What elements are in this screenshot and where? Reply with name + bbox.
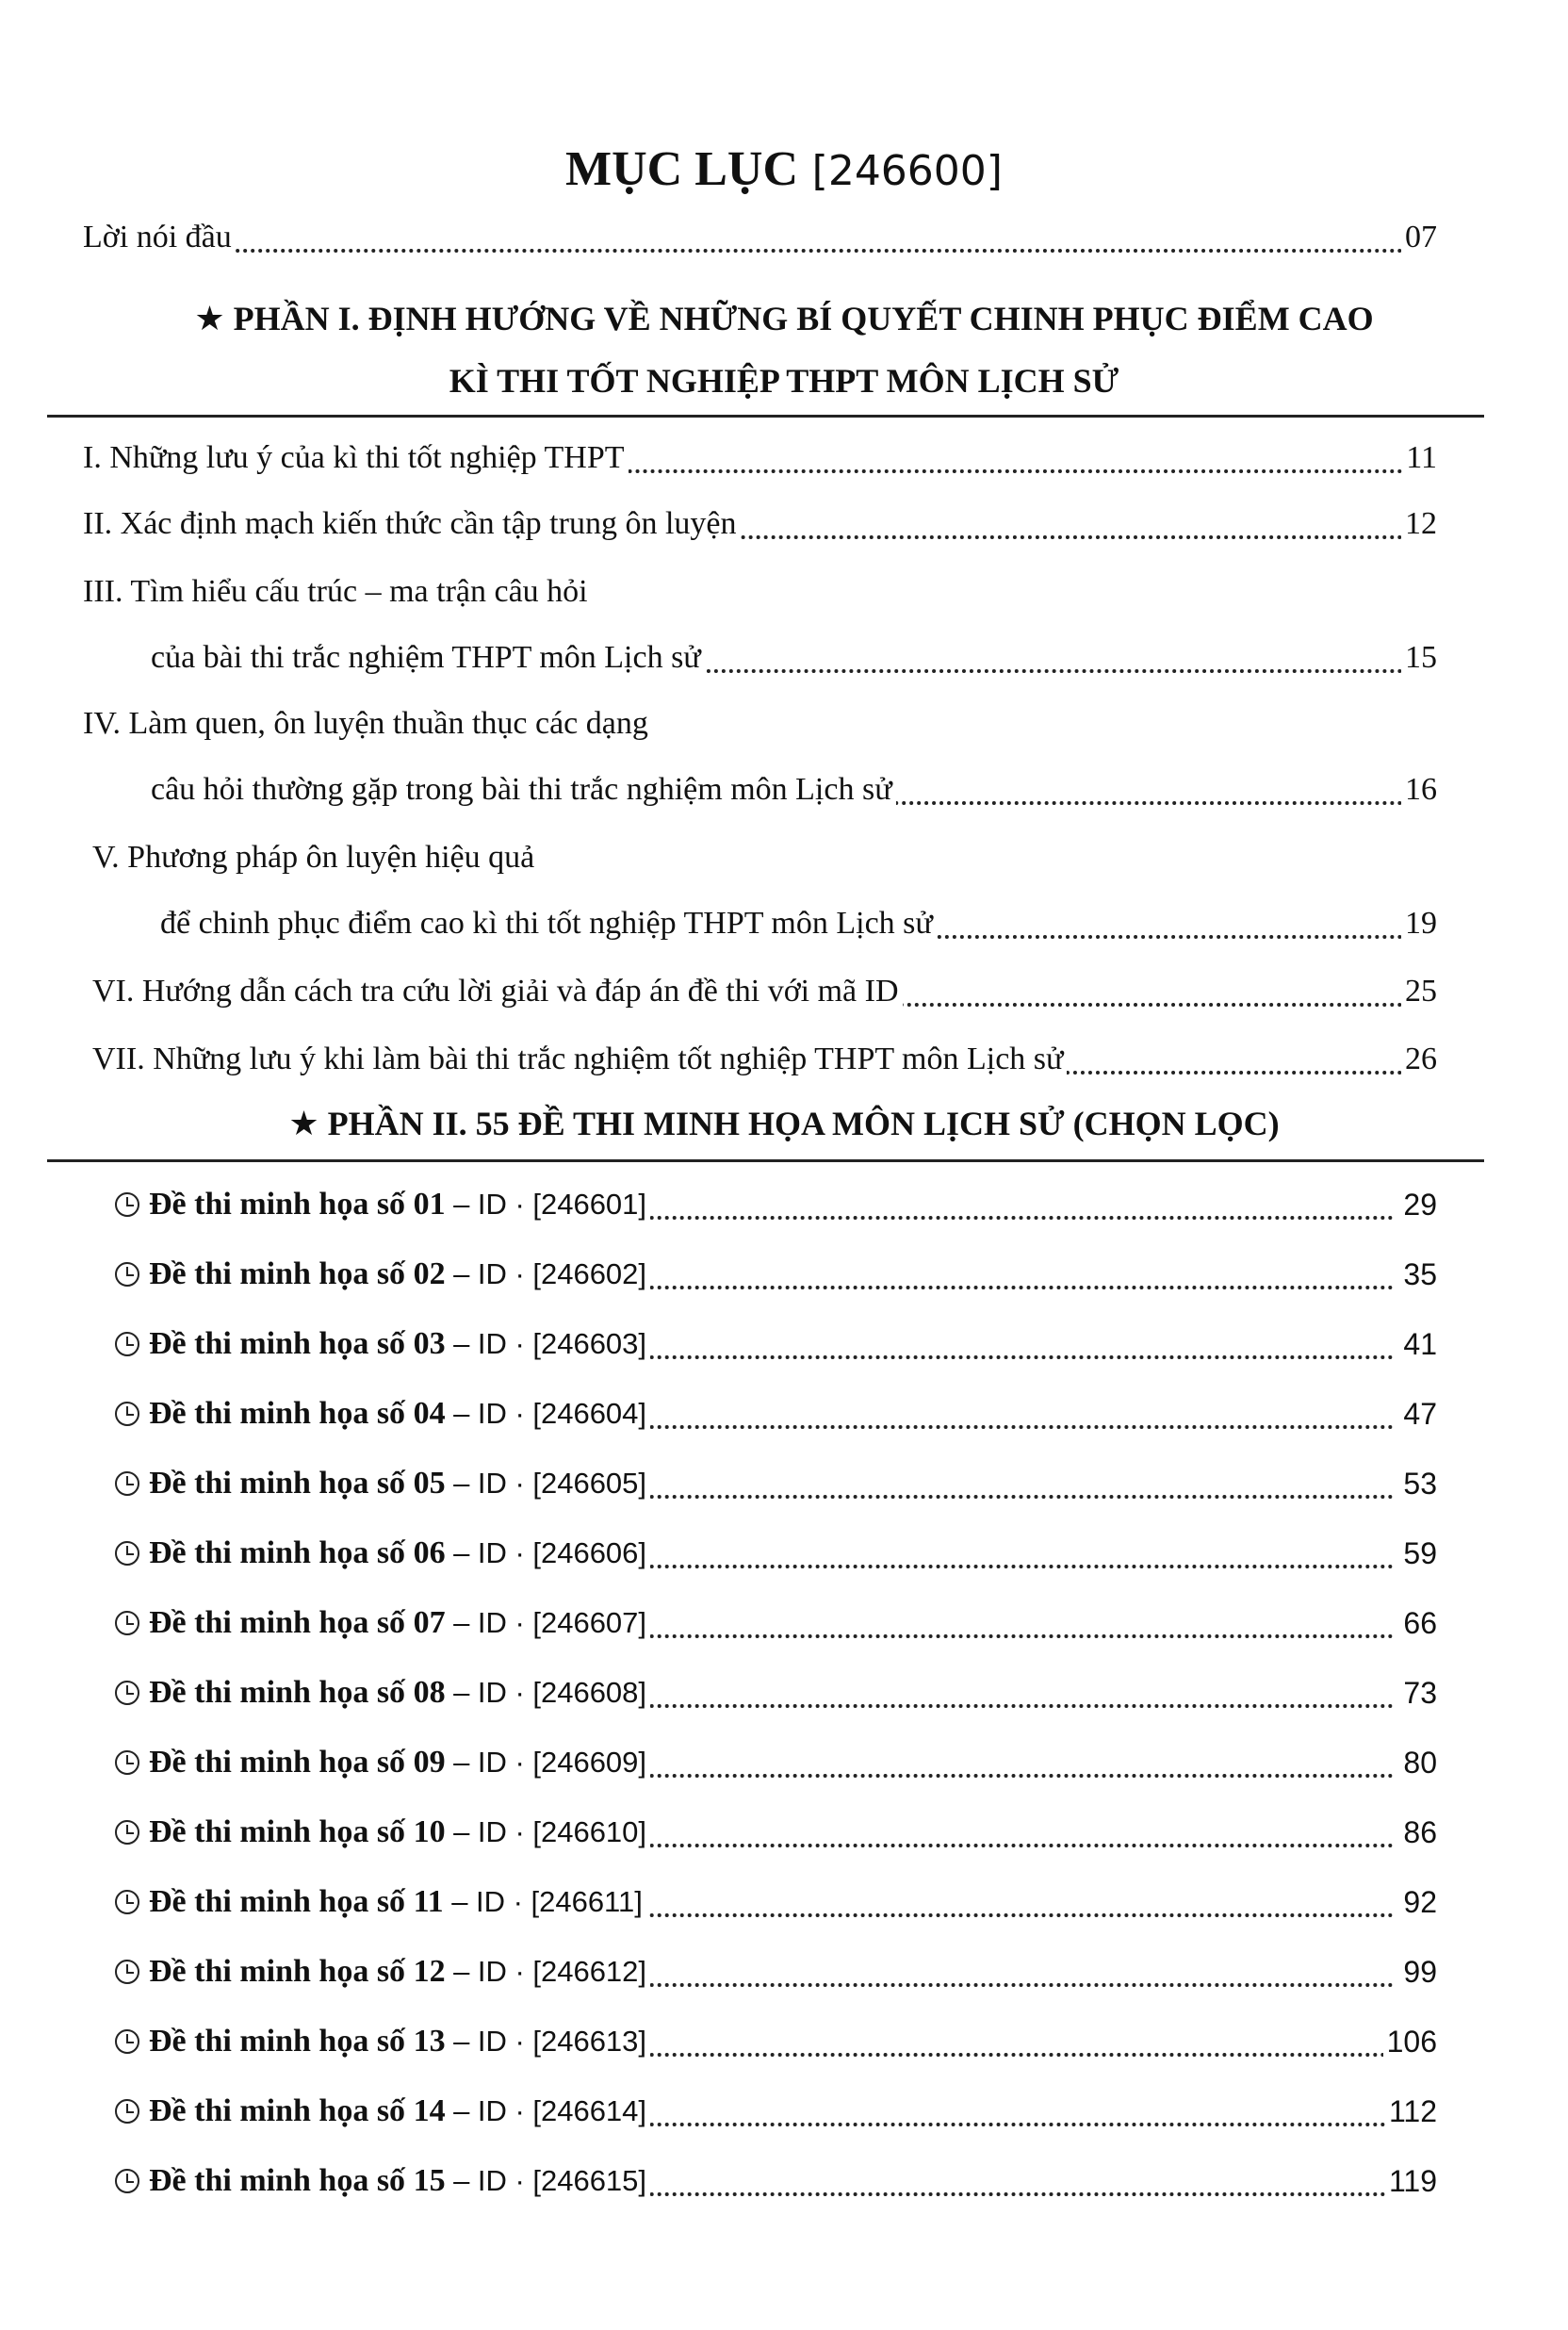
clock-icon <box>115 2099 139 2124</box>
exam-id: [246611] <box>531 1885 643 1918</box>
entry-page: 11 <box>1402 430 1437 486</box>
exam-page: 99 <box>1399 1944 1437 2000</box>
divider <box>47 1159 1484 1162</box>
exam-id-label: – ID · <box>453 1188 525 1221</box>
exam-text <box>115 2013 650 2070</box>
exam-number: 13 <box>413 2024 446 2059</box>
clock-icon <box>115 1541 139 1566</box>
exam-label: Đề thi minh họa số <box>149 1884 406 1919</box>
exam-text <box>115 2153 650 2209</box>
exam-text <box>115 1734 650 1791</box>
exam-number: 07 <box>413 1605 446 1640</box>
toc-entry <box>0 496 1568 552</box>
clock-icon <box>115 1402 139 1426</box>
exam-label: Đề thi minh họa số <box>149 1745 406 1780</box>
exam-id-label: – ID · <box>453 1746 525 1779</box>
exam-id-label: – ID · <box>453 2094 525 2127</box>
exam-id: [246612] <box>532 1955 647 1988</box>
exam-entry <box>0 1386 1568 1442</box>
entry-page: 12 <box>1401 496 1437 552</box>
exam-id-label: – ID · <box>453 1815 525 1848</box>
exam-entry <box>0 1734 1568 1791</box>
exam-number: 15 <box>413 2163 446 2198</box>
entry-page: 16 <box>1401 762 1437 818</box>
divider <box>47 415 1484 418</box>
exam-number: 02 <box>413 1256 446 1291</box>
exam-id-label: – ID · <box>453 1606 525 1639</box>
page-title <box>0 141 1568 197</box>
exam-text <box>115 1665 650 1721</box>
exam-page: 106 <box>1383 2013 1437 2070</box>
clock-icon <box>115 1471 139 1496</box>
exam-id-label: – ID · <box>451 1885 523 1918</box>
entry-text: IV. Làm quen, ôn luyện thuần thục các dạng <box>83 696 652 752</box>
entry-text: VI. Hướng dẫn cách tra cứu lời giải và đáp án đề thi với mã ID <box>92 963 903 1020</box>
clock-icon <box>115 1262 139 1287</box>
exam-id-label: – ID · <box>453 1536 525 1569</box>
exam-id: [246607] <box>532 1606 647 1639</box>
entry-text: của bài thi trắc nghiệm THPT môn Lịch sử <box>151 630 705 686</box>
exam-page: 73 <box>1399 1665 1437 1721</box>
exam-id: [246601] <box>532 1188 647 1221</box>
exam-text <box>115 1804 650 1861</box>
exam-number: 01 <box>413 1187 446 1222</box>
exam-entry <box>0 2083 1568 2140</box>
entry-page: 26 <box>1401 1031 1437 1088</box>
entry-page: 25 <box>1401 963 1437 1020</box>
clock-icon <box>115 1820 139 1845</box>
exam-label: Đề thi minh họa số <box>149 1535 406 1570</box>
clock-icon <box>115 1750 139 1775</box>
exam-text <box>115 1386 650 1442</box>
exam-page: 92 <box>1399 1874 1437 1930</box>
exam-label: Đề thi minh họa số <box>149 2024 406 2059</box>
exam-id-label: – ID · <box>453 1327 525 1360</box>
exam-label: Đề thi minh họa số <box>149 1466 406 1501</box>
exam-label: Đề thi minh họa số <box>149 2093 406 2128</box>
part1-heading <box>0 290 1568 348</box>
exam-entry <box>0 1874 1568 1930</box>
exam-number: 04 <box>413 1396 446 1431</box>
exam-label: Đề thi minh họa số <box>149 1326 406 1361</box>
exam-label: Đề thi minh họa số <box>149 1954 406 1989</box>
toc-entry <box>0 963 1568 1020</box>
exam-id: [246604] <box>532 1397 647 1430</box>
entry-text: Lời nói đầu <box>83 209 236 266</box>
exam-text <box>115 1595 650 1651</box>
part2-heading-text: PHẦN II. 55 ĐỀ THI MINH HỌA MÔN LỊCH SỬ (CHỌN LỌC) <box>327 1105 1280 1142</box>
clock-icon <box>115 1332 139 1356</box>
entry-text: II. Xác định mạch kiến thức cần tập trung ôn luyện <box>83 496 740 552</box>
exam-number: 12 <box>413 1954 446 1989</box>
exam-entry <box>0 1176 1568 1233</box>
clock-icon <box>115 1890 139 1914</box>
part1-heading-line1: PHẦN I. ĐỊNH HƯỚNG VỀ NHỮNG BÍ QUYẾT CHINH PHỤC ĐIỂM CAO <box>233 300 1374 337</box>
exam-entry <box>0 1525 1568 1582</box>
exam-entry <box>0 1246 1568 1303</box>
toc-entry-cont <box>0 762 1568 818</box>
exam-text <box>115 1874 646 1930</box>
entry-text: VII. Những lưu ý khi làm bài thi trắc nghiệm tốt nghiệp THPT môn Lịch sử <box>92 1031 1067 1088</box>
entry-page: 15 <box>1401 630 1437 686</box>
toc-entry <box>0 696 1568 752</box>
entry-page: 19 <box>1401 895 1437 952</box>
toc-entry <box>0 564 1568 620</box>
exam-entry <box>0 1595 1568 1651</box>
exam-number: 03 <box>413 1326 446 1361</box>
exam-entry <box>0 1455 1568 1512</box>
exam-label: Đề thi minh họa số <box>149 2163 406 2198</box>
title-main: MỤC LỤC <box>565 142 799 196</box>
exam-text <box>115 1525 650 1582</box>
exam-id-label: – ID · <box>453 1676 525 1709</box>
exam-page: 112 <box>1385 2083 1437 2140</box>
exam-number: 11 <box>413 1884 444 1919</box>
exam-entry <box>0 1665 1568 1721</box>
toc-entry-cont <box>0 895 1568 952</box>
leader-dots <box>85 249 1403 253</box>
exam-page: 41 <box>1399 1316 1437 1372</box>
exam-id-label: – ID · <box>453 2025 525 2058</box>
part1-heading-2 <box>0 353 1568 409</box>
exam-number: 14 <box>413 2093 446 2128</box>
exam-label: Đề thi minh họa số <box>149 1675 406 1710</box>
entry-text: câu hỏi thường gặp trong bài thi trắc nghiệm môn Lịch sử <box>151 762 896 818</box>
exam-page: 29 <box>1399 1176 1437 1233</box>
toc-entry-intro <box>0 209 1568 266</box>
toc-entry <box>0 1031 1568 1088</box>
star-icon: ★ <box>194 300 225 338</box>
exam-text <box>115 1246 650 1303</box>
exam-number: 05 <box>413 1466 446 1501</box>
exam-id: [246614] <box>532 2094 647 2127</box>
entry-text: V. Phương pháp ôn luyện hiệu quả <box>92 829 538 886</box>
entry-page: 07 <box>1401 209 1437 266</box>
exam-entry <box>0 1804 1568 1861</box>
exam-entry <box>0 1944 1568 2000</box>
exam-number: 10 <box>413 1814 446 1849</box>
exam-entry <box>0 2153 1568 2209</box>
exam-page: 47 <box>1399 1386 1437 1442</box>
exam-label: Đề thi minh họa số <box>149 1256 406 1291</box>
exam-id: [246603] <box>532 1327 647 1360</box>
exam-number: 06 <box>413 1535 446 1570</box>
part2-heading <box>0 1095 1568 1153</box>
exam-id-label: – ID · <box>453 2164 525 2197</box>
entry-text: III. Tìm hiểu cấu trúc – ma trận câu hỏi <box>83 564 592 620</box>
entry-text: để chinh phục điểm cao kì thi tốt nghiệp THPT môn Lịch sử <box>160 895 937 952</box>
exam-number: 08 <box>413 1675 446 1710</box>
exam-id-label: – ID · <box>453 1955 525 1988</box>
clock-icon <box>115 2029 139 2054</box>
exam-id-label: – ID · <box>453 1257 525 1290</box>
clock-icon <box>115 1681 139 1705</box>
exam-id: [246613] <box>532 2025 647 2058</box>
toc-entry-cont <box>0 630 1568 686</box>
exam-text <box>115 2083 650 2140</box>
exam-entry <box>0 1316 1568 1372</box>
exam-id: [246605] <box>532 1467 647 1500</box>
toc-entry <box>0 829 1568 886</box>
exam-page: 119 <box>1385 2153 1437 2209</box>
exam-text <box>115 1455 650 1512</box>
exam-page: 80 <box>1399 1734 1437 1791</box>
exam-page: 35 <box>1399 1246 1437 1303</box>
clock-icon <box>115 1192 139 1217</box>
exam-page: 66 <box>1399 1595 1437 1651</box>
exam-id: [246609] <box>532 1746 647 1779</box>
exam-id: [246606] <box>532 1536 647 1569</box>
star-icon: ★ <box>288 1105 319 1143</box>
exam-text <box>115 1176 650 1233</box>
exam-id: [246615] <box>532 2164 647 2197</box>
exam-page: 53 <box>1399 1455 1437 1512</box>
clock-icon <box>115 2169 139 2193</box>
exam-entry <box>0 2013 1568 2070</box>
exam-text <box>115 1316 650 1372</box>
exam-number: 09 <box>413 1745 446 1780</box>
entry-text: I. Những lưu ý của kì thi tốt nghiệp THPT <box>83 430 629 486</box>
exam-page: 59 <box>1399 1525 1437 1582</box>
exam-id: [246610] <box>532 1815 647 1848</box>
exam-label: Đề thi minh họa số <box>149 1814 406 1849</box>
exam-id-label: – ID · <box>453 1397 525 1430</box>
exam-id-label: – ID · <box>453 1467 525 1500</box>
exam-page: 86 <box>1399 1804 1437 1861</box>
part1-heading-line2: KÌ THI TỐT NGHIỆP THPT MÔN LỊCH SỬ <box>449 362 1119 400</box>
exam-id: [246602] <box>532 1257 647 1290</box>
title-id: [246600] <box>811 147 1003 195</box>
exam-label: Đề thi minh họa số <box>149 1605 406 1640</box>
clock-icon <box>115 1960 139 1984</box>
exam-id: [246608] <box>532 1676 647 1709</box>
clock-icon <box>115 1611 139 1635</box>
exam-label: Đề thi minh họa số <box>149 1396 406 1431</box>
exam-label: Đề thi minh họa số <box>149 1187 406 1222</box>
toc-entry <box>0 430 1568 486</box>
exam-text <box>115 1944 650 2000</box>
